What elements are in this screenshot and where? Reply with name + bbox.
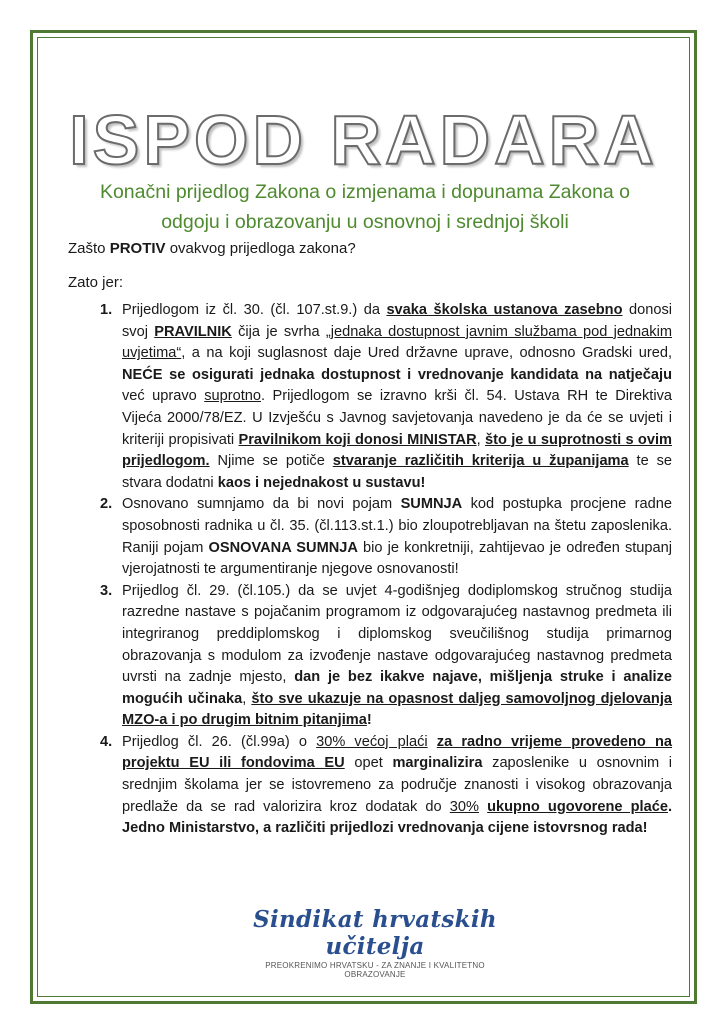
list-item-text: NEĆE se osigurati jednaka dostupnost i vrednovanje kandidata na natječaju (122, 366, 672, 383)
list-item-text: te se stvara dodatni (122, 453, 672, 491)
list-item-text: Njime se potiče (209, 453, 333, 470)
list-item-number: 4. (100, 733, 113, 750)
list-item-text: OSNOVANA SUMNJA (208, 539, 358, 556)
list-item-text: Osnovano sumnjamo da bi novi pojam (122, 496, 401, 513)
list-item-text: dan je bez ikakve najave, mišljenja struke i analize mogućih učinaka (122, 669, 672, 707)
list-item (76, 300, 672, 494)
document-title: ISPOD RADARA (69, 100, 658, 179)
list-item (76, 732, 672, 840)
list-item-text: zaposlenike u osnovnim i srednjim školama jer se istovremeno za područje znanosti i visokog obrazovanja predlaže da se rad valorizira kroz dodatak do (122, 755, 673, 815)
list-item-text: što sve ukazuje na opasnost daljeg samovoljnog djelovanja MZO-a i po drugim bitnim pitanjima (122, 690, 672, 729)
list-item-text: Prijedlog čl. 29. (čl.105.) da se uvjet 4-godišnjeg dodiplomskog stručnog studija razredne nastave s pojačanim programom iz odgovarajućeg nastavnog predmeta ili integriranog preddiplomskog i diplomskog sveučilišnog studija primarnog obrazovanja s modulom za izvođenje nastave odgovarajućeg nastavnog predmeta uvrsti na zadnje mjesto, (122, 582, 672, 686)
list-item-text: Pravilnikom koji donosi MINISTAR (238, 431, 477, 448)
question-pre: Zašto (68, 240, 110, 257)
list-item-text: suprotno (204, 388, 262, 405)
list-item-text: kaos i nejednakost u sustavu! (217, 474, 426, 491)
list-item-text: . Jedno Ministarstvo, a različiti prijedlozi vrednovanja cijene istovrsnog rada! (122, 798, 673, 837)
list-item-text: za radno vrijeme provedeno na projektu EU ili fondovima EU (122, 733, 672, 772)
list-item-text: marginalizira (392, 755, 483, 772)
list-item-text: ! (366, 712, 372, 729)
list-item-text (428, 734, 437, 750)
list-item-text: 30% većoj plaći (316, 733, 428, 750)
logo-name: Sindikat hrvatskih učitelja (253, 906, 497, 960)
list-item (76, 581, 672, 732)
list-item-text: ukupno ugovorene plaće (487, 798, 668, 815)
question-bold: PROTIV (109, 240, 166, 257)
intro-line: Zato jer: (68, 274, 124, 291)
list-item-text: „jednaka dostupnost javnim službama pod jednakim uvjetima“ (122, 323, 672, 362)
list-item-text: SUMNJA (400, 496, 463, 513)
list-item-text: , (242, 690, 252, 707)
reasons-list (90, 300, 672, 840)
list-item-text: , (476, 431, 485, 448)
list-item-text: . Prijedlogom se izravno krši čl. 54. Ustava RH te Direktiva Vijeća 2000/78/EZ. U Izvješću s Javnog savjetovanja navedeno je da će se uvjeti i kriteriji propisivati (122, 388, 672, 448)
list-item-text: , a na koji suglasnost daje Ured državne uprave, odnosno Gradski ured, (181, 345, 672, 362)
union-logo (240, 906, 510, 979)
list-item-text: bio je konkretniji, zahtijevao je određen stupanj vjerojatnosti te argumentiranje njegove osnovanosti! (122, 539, 673, 578)
list-item-text: već upravo (122, 388, 205, 405)
list-item-text: čija je svrha (231, 323, 326, 340)
list-item-text: 30% (449, 798, 479, 815)
list-item-text: što je u suprotnosti s ovim prijedlogom. (122, 431, 672, 470)
list-item-number: 2. (100, 496, 113, 513)
list-item (76, 494, 672, 580)
list-item-text: stvaranje različitih kriterija u županijama (332, 453, 629, 470)
list-item-text: PRAVILNIK (154, 323, 232, 340)
list-item-text: Prijedlog čl. 26. (čl.99a) o (122, 733, 317, 750)
list-item-text: kod postupka procjene radne sposobnosti radnika u čl. 35. (čl.113.st.1.) bio zloupotrebljavan na štetu zaposlenika. Raniji pojam (122, 496, 672, 556)
list-item-number: 3. (100, 582, 113, 599)
list-item-text: svaka školska ustanova zasebno (386, 302, 623, 318)
logo-tagline: PREOKRENIMO HRVATSKU - ZA ZNANJE I KVALITETNO OBRAZOVANJE (265, 961, 485, 979)
list-item-number: 1. (100, 302, 113, 318)
list-item-text: Prijedlogom iz čl. 30. (čl. 107.st.9.) da (122, 302, 387, 318)
list-item-text (479, 799, 487, 815)
list-item-text: opet (344, 755, 393, 772)
list-item-text: donosi svoj (122, 302, 672, 340)
question-post: ovakvog prijedloga zakona? (165, 240, 356, 257)
document-subtitle: Konačni prijedlog Zakona o izmjenama i dopunama Zakona o odgoju i obrazovanju u osnovnoj i srednjoj školi (99, 181, 631, 233)
question-line (68, 240, 356, 257)
